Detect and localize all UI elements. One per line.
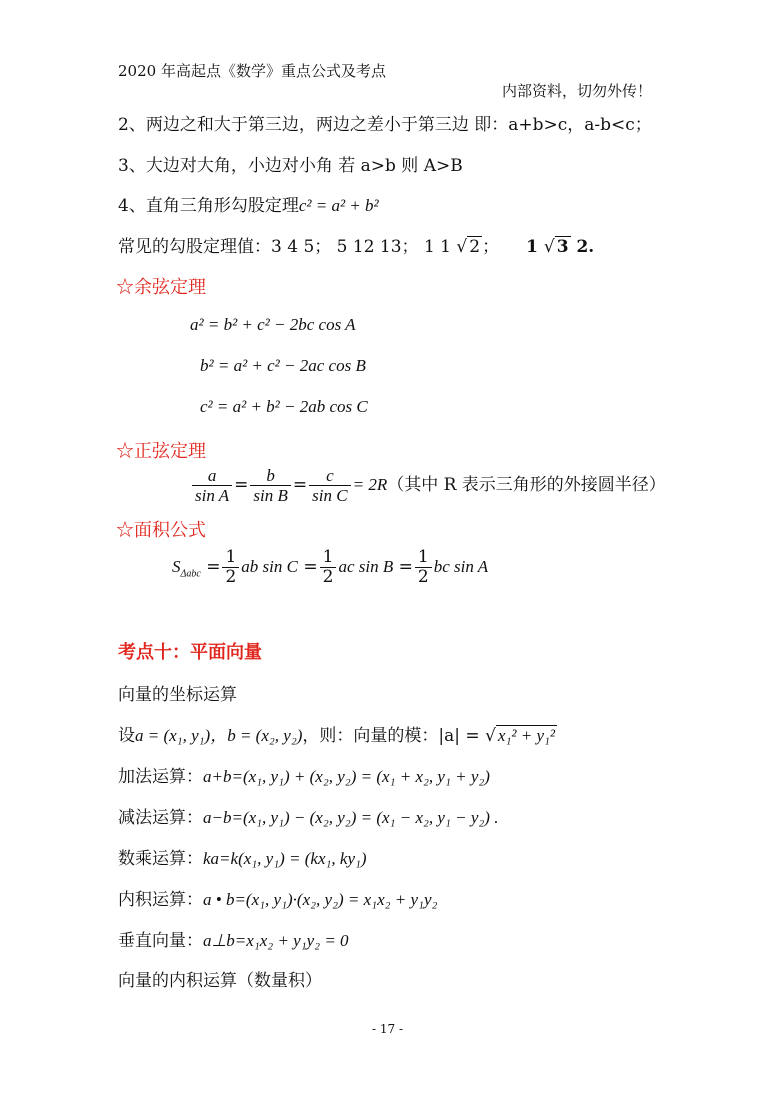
sine-fraction-c [309, 466, 350, 505]
scalar-formula: ka=k(x₁, y₁) = (kx₁, ky₁) [203, 849, 367, 868]
numerator-b: b [250, 466, 290, 486]
triples-tail-a: 1 [526, 237, 544, 257]
section-title: 考点十：平面向量 [118, 642, 262, 663]
sine-fraction-a [192, 466, 232, 505]
denominator-sin-a: sin A [195, 486, 230, 505]
sqrt-three: 3 [556, 237, 569, 257]
half-numerator: 1 [415, 548, 432, 568]
subheading-inner-product: 向量的内积运算（数量积） [118, 971, 322, 991]
half-numerator: 1 [222, 548, 239, 568]
scalar-multiplication-line [118, 844, 367, 869]
perpendicular-label: 垂直向量： [118, 931, 203, 951]
addition-label: 加法运算： [118, 767, 203, 787]
subtraction-line [118, 803, 498, 828]
area-lhs-subscript: Δabc [180, 568, 201, 580]
triples-text: 常见的勾股定理值：3 4 5； 5 12 13； 1 1 [118, 237, 457, 257]
text-line-pythagoras [118, 191, 379, 216]
half-fraction-3 [415, 548, 432, 587]
dot-product-line [118, 885, 437, 910]
cosine-heading: ☆余弦定理 [116, 277, 206, 298]
text-line-triangle-sides: 2、两边之和大于第三边，两边之差小于第三边 即：a+b>c，a-b<c； [118, 115, 652, 135]
area-lhs: S [172, 557, 181, 576]
subheading-coordinate-ops: 向量的坐标运算 [118, 685, 237, 705]
modulus-radicand: x₁² + y₁² [497, 726, 555, 745]
half-fraction-2 [320, 548, 337, 587]
denominator-sin-c: sin C [312, 486, 348, 505]
modulus-lhs: |a| = [438, 726, 486, 746]
half-fraction-1 [222, 548, 239, 587]
denominator-sin-b: sin B [253, 486, 288, 505]
numerator-a: a [192, 466, 232, 486]
subtraction-formula: a−b=(x₁, y₁) − (x₂, y₂) = (x₁ − x₂, y₁ − y₂) . [203, 808, 499, 827]
area-formula: $S_{\Delta abc}$ = $\frac{1}{2}$ ab sin C = $\frac{1}{2}$ ac sin B = $\frac{1}{2}$ bc sin A [172, 547, 489, 587]
page-number: - 17 - [372, 1022, 404, 1036]
area-term-3: bc sin A [433, 557, 489, 576]
half-denominator: 2 [417, 567, 429, 587]
pythagoras-formula: c² = a² + b² [298, 196, 379, 215]
header-note: 内部资料，切勿外传！ [502, 82, 653, 100]
pythagoras-label: 4、直角三角形勾股定理 [118, 196, 299, 216]
sine-fraction-b [250, 466, 290, 505]
cosine-formula-b: b² = a² + c² − 2ac cos B [200, 356, 366, 375]
perpendicular-line [118, 926, 349, 951]
addition-formula: a+b=(x₁, y₁) + (x₂, y₂) = (x₁ + x₂, y₁ + y₂) [203, 767, 490, 786]
set-prefix: 设 [118, 726, 135, 746]
text-line-pythagorean-triples: 常见的勾股定理值：3 4 5； 5 12 13； 1 1 √ 2 ； 1 √ 3 2. [118, 237, 595, 257]
area-term-2: ac sin B [338, 557, 394, 576]
subtraction-label: 减法运算： [118, 808, 203, 828]
sine-formula: $\frac{a}{\text{sin A}}$ = $\frac{b}{\text{sin B}}$ = $\frac{c}{\text{sin C}}$ = 2R（其中 R 表示三角形的外接圆半径） [190, 466, 666, 505]
area-term-1: ab sin C [241, 557, 298, 576]
modulus-label: ，则：向量的模： [302, 726, 439, 746]
triples-tail-b: 2. [570, 237, 595, 257]
dot-label: 内积运算： [118, 890, 203, 910]
vector-definition: a = (x₁, y₁)，b = (x₂, y₂) [135, 726, 303, 745]
dot-formula: a • b=(x₁, y₁)·(x₂, y₂) = x₁x₂ + y₁y₂ [203, 890, 438, 909]
sqrt-two: 2 [469, 237, 481, 257]
half-numerator: 1 [320, 548, 337, 568]
cosine-formula-c: c² = a² + b² − 2ab cos C [200, 397, 368, 416]
sine-note: （其中 R 表示三角形的外接圆半径） [387, 475, 666, 495]
half-denominator: 2 [225, 567, 237, 587]
addition-line [118, 762, 490, 787]
text-line-angles: 3、大边对大角，小边对小角 若 a>b 则 A>B [118, 156, 463, 176]
scalar-label: 数乘运算： [118, 849, 203, 869]
cosine-formula-a: a² = b² + c² − 2bc cos A [190, 315, 356, 334]
vector-definition-line: 设a = (x₁, y₁)，b = (x₂, y₂)，则：向量的模：|a| = √ x₁² + y₁² [118, 726, 555, 746]
sine-heading: ☆正弦定理 [116, 441, 206, 462]
area-heading: ☆面积公式 [116, 520, 206, 541]
sine-rhs: = 2R [352, 475, 388, 494]
header-title: 2020 年高起点《数学》重点公式及考点 [118, 62, 386, 80]
perpendicular-formula: a⊥b=x₁x₂ + y₁y₂ = 0 [203, 931, 349, 950]
triples-separator: ； [482, 237, 500, 257]
numerator-c: c [309, 466, 350, 486]
half-denominator: 2 [322, 567, 334, 587]
